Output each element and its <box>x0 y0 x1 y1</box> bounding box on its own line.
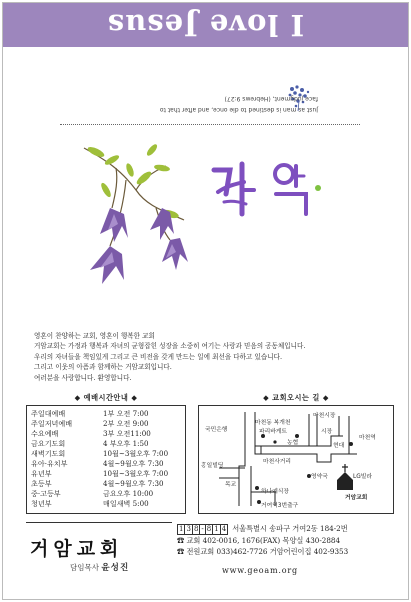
map-label-kookmin-bank: 국민은행 <box>205 427 228 433</box>
schedule-table <box>26 405 186 514</box>
church-signature <box>26 522 172 574</box>
service-time: 금요오후 10:00 <box>103 489 154 498</box>
church-marker-icon <box>337 464 353 490</box>
schedule-row <box>31 439 181 449</box>
map-label-mokyo: 목교 <box>225 482 237 488</box>
zip-digit: 8 <box>206 525 212 533</box>
pastor-line <box>70 561 129 573</box>
map-label-lg-villa: LG빌라 <box>353 474 372 480</box>
zip-digit: 4 <box>221 525 227 533</box>
map-label-hana-yesikjang: 하나예식장 <box>261 489 289 495</box>
phone-line-2: ☎ 전원교회 033)462-7726 거암어린이집 402-9353 <box>177 547 349 556</box>
service-name: 청년부 <box>31 499 52 508</box>
banner-text: I love Jesus <box>106 8 305 42</box>
intro-line: 영혼이 찬양하는 교회, 영혼이 행복한 교회 <box>34 332 155 340</box>
map-label-yeongyakguk: 영약국 <box>311 474 328 480</box>
map-label-macheon-market: 마천시장 <box>313 413 336 419</box>
address-text: 서울특별시 송파구 거여2동 184-2번 <box>232 524 348 533</box>
service-time: 매일새벽 5:00 <box>103 499 149 508</box>
zip-digit: 1 <box>179 525 184 533</box>
service-name: 유아·유치부 <box>31 459 68 468</box>
intro-line: 거암교회는 가정과 행복과 자녀의 균형잡힌 성장을 소중히 여기는 사랑과 믿음의 공동체입니다. <box>34 342 306 351</box>
schedule-row <box>31 489 181 499</box>
zip-code <box>177 524 228 535</box>
service-name: 주일대예배 <box>31 409 66 418</box>
directions-map <box>198 405 394 514</box>
map-label-geoam-church: 거암교회 <box>345 495 368 501</box>
schedule-row <box>31 479 181 489</box>
service-name: 새벽기도회 <box>31 449 66 458</box>
map-label-paris-baguette: 파리바게트 <box>259 429 287 435</box>
schedule-row <box>31 499 181 509</box>
map-label-macheon-intersection: 마천사거리 <box>263 459 291 465</box>
service-time: 1부 오전 7:00 <box>103 409 149 418</box>
zip-digit: 1 <box>214 525 219 533</box>
service-time: 10월~3월오후 7:00 <box>103 469 169 478</box>
phone-line: ☎ 교회 402-0016, 1676(FAX) 목양실 430-2884 <box>177 536 341 545</box>
flower-illustration <box>66 130 200 292</box>
bible-verse <box>118 85 318 115</box>
service-name: 수요예배 <box>31 429 59 438</box>
contact-info <box>177 523 399 557</box>
map-label-exit: 거여역3번출구 <box>261 503 299 509</box>
schedule-row <box>31 419 181 429</box>
address-line <box>177 523 399 535</box>
service-time: 10월~3월오후 7:00 <box>103 449 169 458</box>
service-time: 2부 오전 9:00 <box>103 419 149 428</box>
zip-digit: - <box>201 525 204 533</box>
dotted-divider <box>60 124 360 125</box>
zip-digit: 8 <box>193 525 199 533</box>
map-label-hyundai: 현대 <box>333 443 345 449</box>
church-name: 거암교회 <box>30 538 124 560</box>
service-time: 4월~9월오후 7:30 <box>103 479 164 488</box>
service-time: 4 부오후 1:50 <box>103 439 149 448</box>
banner <box>3 3 408 47</box>
schedule-row <box>31 459 181 469</box>
schedule-row <box>31 449 181 459</box>
service-time: 4월~9월오후 7:30 <box>103 459 164 468</box>
schedule-title: ◆ 예배시간안내 ◆ <box>74 393 138 402</box>
map-label-macheon-dong: 마천동 복개천 <box>255 420 291 426</box>
map-title: ◆ 교회오시는 길 ◆ <box>263 393 329 402</box>
service-name: 중·고등부 <box>31 489 61 498</box>
verse-line-1: Just as man is destined to die once, and after that to <box>159 106 318 113</box>
service-name: 주일저녁예배 <box>31 419 73 428</box>
map-label-market: 시장 <box>321 429 333 435</box>
service-time: 3부 오전11:00 <box>103 429 151 438</box>
zip-digit: 3 <box>186 525 191 533</box>
website-link[interactable]: www.geoam.org <box>222 566 298 575</box>
verse-line-2: face judgment, (Hebrews 9:27) <box>224 95 318 102</box>
pastor-name: 윤성진 <box>101 563 130 573</box>
service-name: 금요기도회 <box>31 439 66 448</box>
service-name: 초등부 <box>31 479 52 488</box>
pastor-label: 담임목사 <box>70 563 99 572</box>
schedule-row <box>31 469 181 479</box>
church-logo-icon <box>210 160 328 220</box>
schedule-row <box>31 409 181 419</box>
map-label-hongil-building: 홍일빌딩 <box>201 463 224 469</box>
intro-line: 그리고 이웃의 아픔과 함께하는 거암교회입니다. <box>34 363 172 372</box>
schedule-row <box>31 429 181 439</box>
service-name: 유년부 <box>31 469 52 478</box>
intro-line: 여러분을 사랑합니다. 환영합니다. <box>34 373 132 382</box>
intro-text <box>34 331 404 383</box>
intro-line: 우리의 자녀들을 책임있게 그리고 큰 비전을 갖게 만드는 일에 최선을 다하고 있습니다. <box>34 352 283 361</box>
divider <box>26 522 172 523</box>
map-label-nonghyup: 농협 <box>287 440 299 446</box>
map-label-macheon-station: 마천역 <box>359 435 376 441</box>
